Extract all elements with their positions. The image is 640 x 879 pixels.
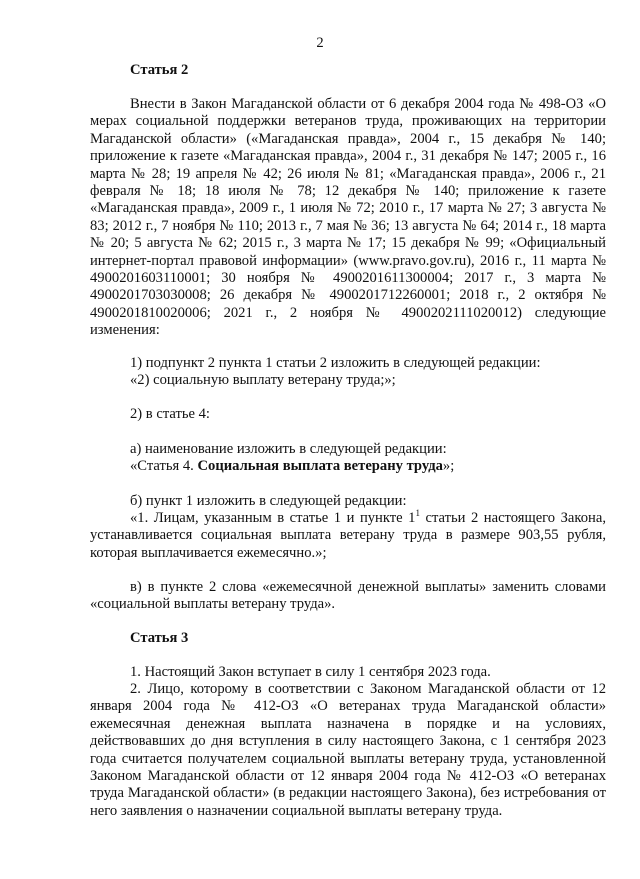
- item-2b-quote-part2: статьи 2 настоящего Закона, устанавливается социальная выплата ветерану труда в размере 903,55 рубля, которая выплачивается ежемесячно.»;: [90, 510, 606, 561]
- article-3-paragraph-1: 1. Настоящий Закон вступает в силу 1 сентября 2023 года.: [130, 664, 491, 680]
- item-2-text: 2) в статье 4:: [130, 406, 210, 422]
- item-1-text: 1) подпункт 2 пункта 1 статьи 2 изложить в следующей редакции:: [130, 355, 541, 371]
- page-number: 2: [316, 35, 324, 51]
- article-3-paragraph-2: 2. Лицо, которому в соответствии с Законом Магаданской области от 12 января 2004 года № 412-ОЗ «О ветеранах труда Магаданской области» ежемесячная денежная выплата назначена в порядке и на условиях, действовавших до дня вступления в силу настоящего Закона, с 1 сентября 2023 года считается получателем социальной выплаты ветерану труда, установленной Законом Магаданской области от 12 января 2004 года № 412-ОЗ «О ветеранах труда Магаданской области» (в редакции настоящего Закона), без истребования от него заявления о назначении социальной выплаты ветерану труда.: [90, 681, 606, 819]
- article-3-heading: Статья 3: [130, 630, 189, 646]
- item-2a-quote-prefix: «Статья 4.: [130, 458, 198, 474]
- item-2a-quote-suffix: »;: [442, 458, 455, 474]
- item-1-quote: «2) социальную выплату ветерану труда;»;: [130, 372, 396, 388]
- item-2b-text: б) пункт 1 изложить в следующей редакции:: [130, 493, 407, 509]
- item-2a-quote-title: Социальная выплата ветерану труда: [197, 458, 443, 474]
- item-2a-quote: [130, 458, 454, 475]
- item-2b-quote-part1: «1. Лицам, указанным в статье 1 и пункте 1: [130, 510, 416, 526]
- item-2a-text: а) наименование изложить в следующей редакции:: [130, 441, 447, 457]
- article-2-heading: Статья 2: [130, 62, 189, 78]
- item-2b-superscript: 1: [415, 508, 420, 518]
- item-2c-paragraph: в) в пункте 2 слова «ежемесячной денежной выплаты» заменить словами «социальной выплаты ветерану труда».: [90, 579, 606, 613]
- item-2b-quote-paragraph: [90, 510, 606, 562]
- article-2-intro-paragraph: Внести в Закон Магаданской области от 6 декабря 2004 года № 498-ОЗ «О мерах социальной поддержки ветеранов труда, проживающих на территории Магаданской области» («Магаданская правда», 2004 г., 15 декабря № 140; приложение к газете «Магаданская правда», 2004 г., 31 декабря № 147; 2005 г., 16 марта № 28; 19 апреля № 42; 26 июля № 81; «Магаданская правда», 2006 г., 21 февраля № 18; 18 июля № 78; 12 декабря № 140; приложение к газете «Магаданская правда», 2009 г., 1 июля № 72; 2010 г., 17 марта № 27; 3 августа № 83; 2012 г., 7 ноября № 110; 2013 г., 7 мая № 36; 13 августа № 64; 2014 г., 18 марта № 20; 5 августа № 62; 2015 г., 3 марта № 17; 15 декабря № 99; «Официальный интернет-портал правовой информации» (www.pravo.gov.ru), 2016 г., 11 марта № 4900201603110001; 30 ноября № 4900201611300004; 2017 г., 3 марта № 4900201703030008; 26 декабря № 4900201712260001; 2018 г., 2 октября № 4900201810020006; 2021 г., 2 ноября № 4900202111020012) следующие изменения:: [90, 96, 606, 339]
